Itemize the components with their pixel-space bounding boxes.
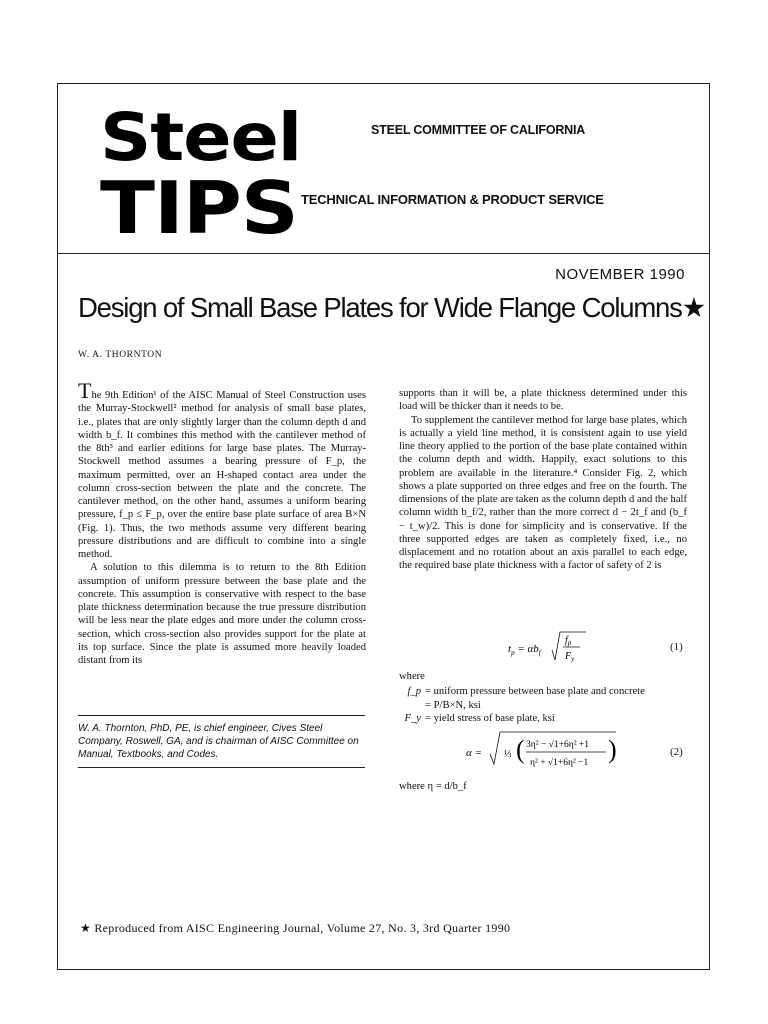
svg-text:Fy: $F_y$: [565, 651, 575, 663]
paragraph-continued: supports than it will be, a plate thickness determined under this load will be thicker than it needs to be.: [399, 388, 687, 413]
issue-date: NOVEMBER 1990: [555, 266, 685, 283]
footnote: ★ Reproduced from AISC Engineering Journal, Volume 27, No. 3, 3rd Quarter 1990: [80, 921, 511, 935]
svg-text:): ): [608, 735, 617, 764]
author-name: W. A. THORNTON: [78, 350, 163, 360]
logo-steel: Steel: [100, 99, 302, 176]
equation-1-number: (1): [670, 641, 683, 653]
svg-text:α =: α =: [466, 747, 482, 759]
author-note: W. A. Thornton, PhD, PE, is chief engineer, Cives Steel Company, Roswell, GA, and is chairman of AISC Committee on Manual, Textbooks, and Codes.: [78, 715, 365, 768]
paragraph-intro-text: he 9th Edition¹ of the AISC Manual of Steel Construction uses the Murray-Stockwell² method for analysis of small base plates, i.e., plates that are only slightly larger than the column depth d and width b_f. It combines this method with the cantilever method of the 8th³ and earlier editions for large base plates. The Murray-Stockwell method assumes a bearing pressure of F_p, the maximum permitted, over an H-shaped contact area under the column cross-section between the plate and the concrete. The cantilever method, on the other hand, assumes a uniform bearing pressure, f_p ≤ F_p, over the entire base plate surface of area B×N (Fig. 1). Thus, the two methods assume very different bearing pressure distributions and are difficult to combine into a single method.: [78, 390, 366, 560]
header-divider: [57, 253, 710, 254]
equation-2-graphic: [466, 728, 626, 776]
equation-1-graphic: [508, 628, 588, 668]
drop-cap: T: [78, 378, 92, 403]
definition-text: = yield stress of base plate, ksi: [425, 713, 555, 724]
paragraph-intro: [78, 378, 366, 561]
paragraph-solution: A solution to this dilemma is to return to the 8th Edition assumption of uniform pressure between the base plate and the concrete. This assumption is conservative with respect to the base plate thickness determination because the true pressure distribution will be less near the plate edges and more under the column cross-section, which cross-section also provides support for the plate at its top surface. Since the plate is assumed more heavily loaded distant from its: [78, 562, 366, 666]
definition-row: [399, 699, 689, 713]
definition-row: [399, 712, 689, 726]
svg-text:⅓: ⅓: [504, 749, 512, 760]
definition-text: = P/B×N, ksi: [425, 699, 481, 711]
svg-text:fp: $f_p$: [565, 635, 572, 647]
equation-2-number: (2): [670, 746, 683, 758]
svg-text:(: (: [516, 735, 525, 764]
where-eta: where η = d/b_f: [399, 781, 467, 792]
definitions: [399, 685, 689, 726]
svg-text:η² + √1+6η² −1: η² + √1+6η² −1: [530, 758, 589, 768]
right-column: [399, 387, 687, 573]
service-name: TECHNICAL INFORMATION & PRODUCT SERVICE: [301, 192, 604, 207]
paragraph-yield-line: To supplement the cantilever method for large base plates, which is actually a yield line method, it is consistent again to use yield line theory applied to the portion of the base plate contained within the column depth and width. Happily, exact solutions to this problem are available in the literature.⁴ Consider Fig. 2, which shows a plate supported on three edges and free on the fourth. The dimensions of the plate are taken as the column depth d and the half column width b_f/2, rather than the more correct d − 2t_f and (b_f − t_w)/2. This is done for simplicity and is conservative. If the three supported edges are taken as completely fixed, i.e., no displacement and no rotation about an axis parallel to each edge, the required base plate thickness with a factor of safety of 2 is: [399, 414, 688, 572]
svg-text:3η² − √1+6η² +1: 3η² − √1+6η² +1: [526, 740, 590, 750]
logo-tips: TIPS: [100, 166, 298, 250]
definition-symbol: f_p: [407, 686, 421, 697]
equation-1: [508, 628, 588, 671]
svg-text:tp = αbf: $t_p = \alpha b_f$: [508, 643, 541, 657]
organization-name: STEEL COMMITTEE OF CALIFORNIA: [371, 123, 586, 137]
left-column: [78, 378, 366, 667]
definition-symbol: [399, 699, 421, 713]
article-title: Design of Small Base Plates for Wide Flange Columns★: [78, 292, 706, 323]
equation-2: [466, 728, 626, 779]
definition-text: = uniform pressure between base plate and concrete: [425, 686, 645, 697]
definition-symbol: F_y: [404, 713, 421, 724]
definition-row: [399, 685, 689, 699]
where-label: where: [399, 671, 425, 682]
